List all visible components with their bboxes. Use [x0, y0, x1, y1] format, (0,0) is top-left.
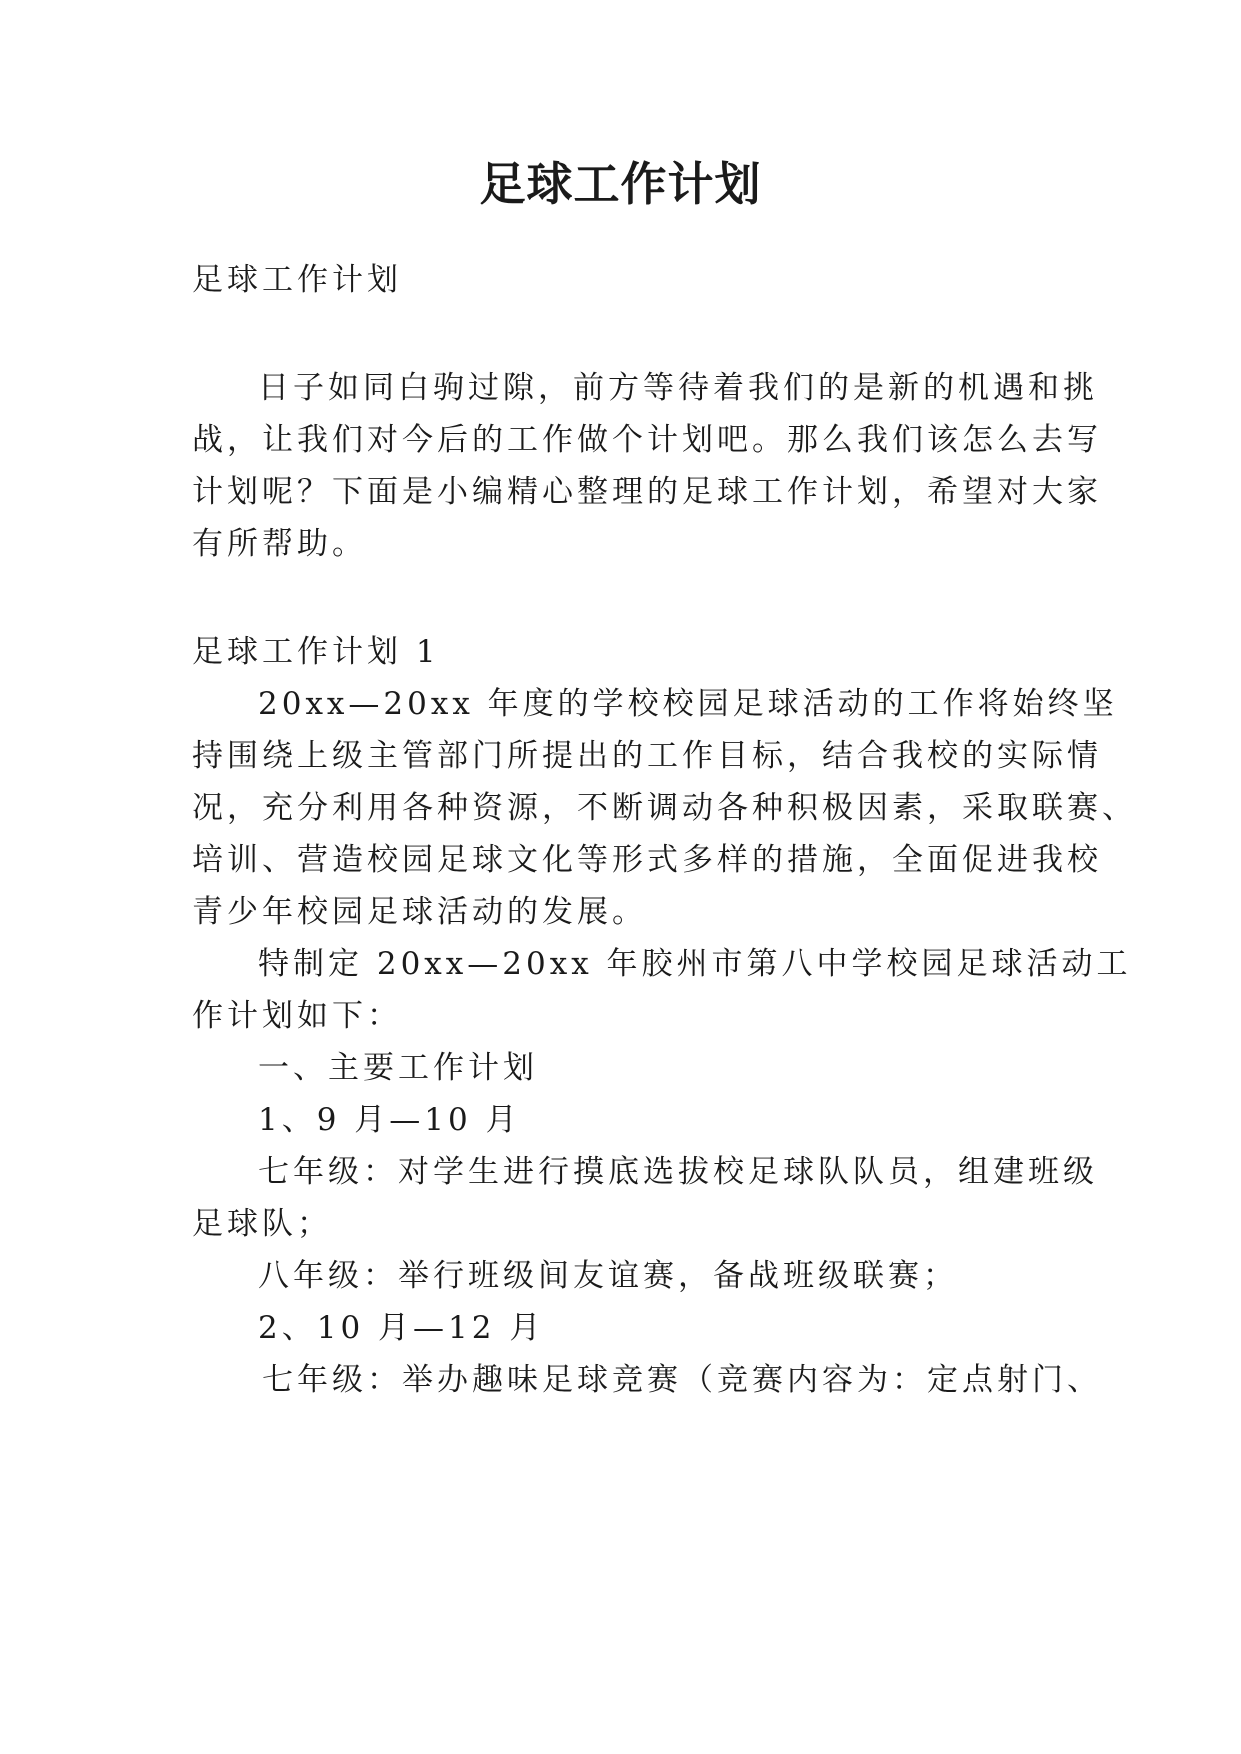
document-title: 足球工作计划	[479, 157, 762, 211]
paragraph-line: 20xx—20xx 年度的学校校园足球活动的工作将始终坚	[258, 686, 1118, 722]
subtitle-line: 足球工作计划	[192, 262, 402, 298]
paragraph-line: 计划呢？下面是小编精心整理的足球工作计划，希望对大家	[192, 474, 1102, 510]
paragraph-line: 青少年校园足球活动的发展。	[192, 894, 647, 930]
paragraph-line: 况，充分利用各种资源，不断调动各种积极因素，采取联赛、	[192, 790, 1137, 826]
paragraph-line: 足球队；	[192, 1206, 332, 1242]
paragraph-line: 持围绕上级主管部门所提出的工作目标，结合我校的实际情	[192, 738, 1102, 774]
list-item: 2、10 月—12 月	[258, 1310, 545, 1346]
paragraph-line: 作计划如下：	[192, 998, 402, 1034]
list-heading: 一、主要工作计划	[258, 1050, 538, 1086]
paragraph-line: 七年级：对学生进行摸底选拔校足球队队员，组建班级	[258, 1154, 1098, 1190]
paragraph-line: 战，让我们对今后的工作做个计划吧。那么我们该怎么去写	[192, 422, 1102, 458]
paragraph-line: 日子如同白驹过隙，前方等待着我们的是新的机遇和挑	[258, 370, 1098, 406]
paragraph-line: 七年级：举办趣味足球竞赛（竞赛内容为：定点射门、	[262, 1362, 1102, 1398]
section-heading: 足球工作计划 1	[192, 634, 440, 670]
list-item: 1、9 月—10 月	[258, 1102, 521, 1138]
paragraph-line: 特制定 20xx—20xx 年胶州市第八中学校园足球活动工	[258, 946, 1132, 982]
paragraph-line: 培训、营造校园足球文化等形式多样的措施，全面促进我校	[192, 842, 1102, 878]
paragraph-line: 有所帮助。	[192, 526, 367, 562]
paragraph-line: 八年级：举行班级间友谊赛，备战班级联赛；	[258, 1258, 958, 1294]
